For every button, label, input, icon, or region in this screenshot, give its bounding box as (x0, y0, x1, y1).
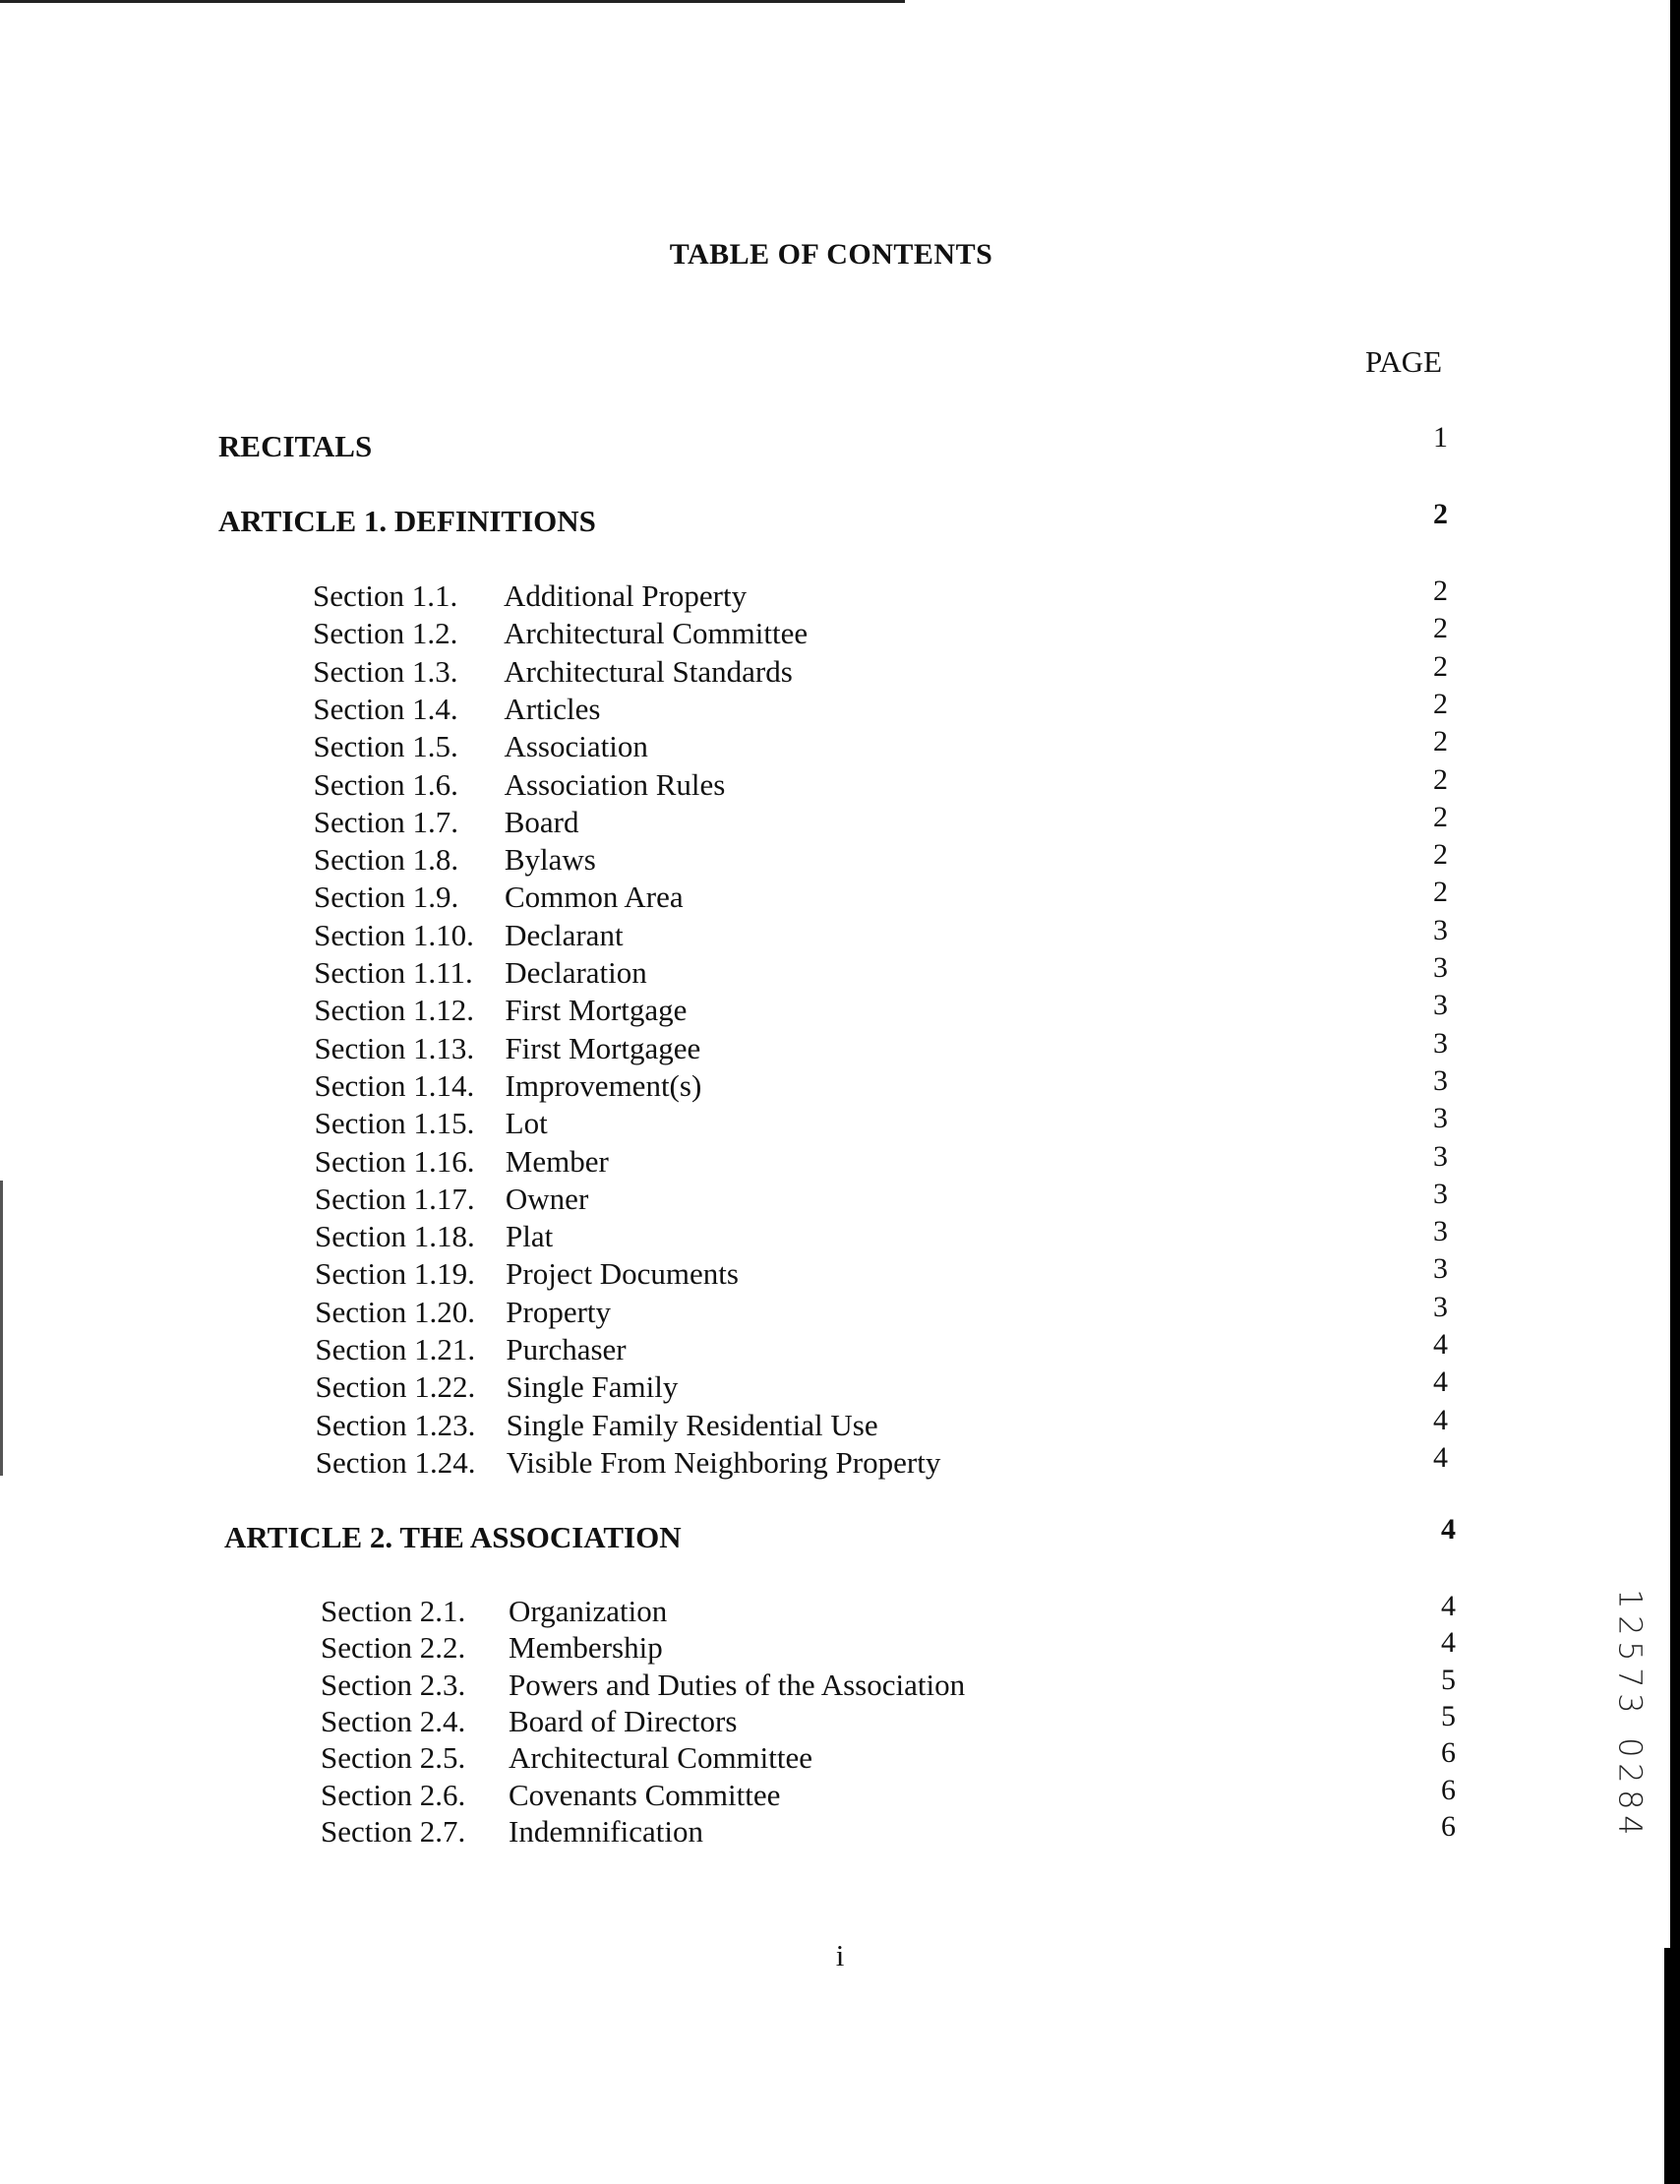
section-title: Covenants Committee (509, 1777, 781, 1812)
article-1-section-row (315, 1365, 1448, 1407)
section-number: Section 1.14. (314, 1067, 475, 1103)
article-1-section-row (314, 951, 1448, 993)
article-1-section-row (313, 612, 1448, 653)
section-page-number: 6 (1441, 1773, 1456, 1806)
scan-left-edge (0, 1181, 3, 1476)
section-title: Member (505, 1143, 609, 1179)
section-page-number: 2 (1432, 649, 1448, 683)
section-title: Single Family Residential Use (506, 1407, 878, 1442)
page-column-header: PAGE (1365, 344, 1443, 379)
section-title: Board (504, 804, 579, 839)
section-page-number: 3 (1432, 1252, 1448, 1286)
section-number: Section 1.7. (313, 804, 458, 839)
article-1-section-row (314, 1102, 1448, 1143)
article-2-section-row (321, 1773, 1456, 1815)
section-title: Association Rules (504, 766, 726, 802)
article-1-section-row (313, 762, 1448, 805)
article-1-section-row (314, 989, 1448, 1030)
section-title: Architectural Standards (504, 653, 793, 689)
section-title: Property (506, 1294, 612, 1329)
section-number: Section 2.6. (321, 1777, 466, 1812)
article-2-page-number: 4 (1441, 1513, 1456, 1546)
section-page-number: 2 (1432, 725, 1448, 758)
section-title: Improvement(s) (505, 1067, 702, 1103)
section-title: Indemnification (509, 1813, 703, 1849)
article-1-page-number: 2 (1433, 498, 1448, 530)
side-stamp (1610, 1586, 1650, 1839)
section-page-number: 2 (1432, 876, 1448, 909)
section-number: Section 1.1. (313, 578, 458, 613)
section-page-number: 3 (1432, 1102, 1448, 1135)
article-1-section-row (315, 1403, 1448, 1445)
scan-top-edge-line (0, 0, 905, 3)
article-1-section-row (314, 1139, 1448, 1182)
section-number: Section 2.1. (321, 1594, 466, 1628)
section-number: Section 1.8. (313, 842, 459, 878)
recitals-heading: RECITALS (218, 429, 373, 463)
section-page-number: 4 (1432, 1403, 1448, 1436)
section-number: Section 1.4. (313, 691, 458, 726)
article-1-section-row (313, 649, 1448, 692)
section-number: Section 1.13. (314, 1030, 475, 1065)
article-1-section-row (315, 1328, 1448, 1369)
side-stamp-line-1: 1 2 5 7 3 (1611, 1589, 1650, 1714)
section-page-number: 3 (1432, 1026, 1448, 1060)
section-title: Single Family (506, 1369, 679, 1405)
article-1-section-row (315, 1252, 1448, 1294)
footer-page-number: i (835, 1938, 845, 1972)
side-stamp-line-2: 0 2 8 4 (1611, 1736, 1650, 1836)
article-1-section-row (314, 913, 1448, 955)
section-number: Section 1.12. (314, 993, 475, 1028)
recitals-page-number: 1 (1433, 421, 1448, 454)
section-title: Lot (505, 1106, 548, 1141)
article-1-section-row (315, 1290, 1448, 1332)
section-page-number: 2 (1432, 612, 1448, 645)
scan-right-edge-bottom (1664, 1948, 1680, 2184)
section-number: Section 2.2. (321, 1630, 466, 1666)
article-1-section-row (313, 800, 1448, 842)
section-number: Section 1.17. (314, 1181, 475, 1216)
section-number: Section 2.4. (321, 1703, 466, 1738)
article-1-section-row (314, 1026, 1448, 1068)
section-title: Additional Property (504, 578, 748, 613)
section-page-number: 5 (1441, 1663, 1456, 1696)
article-1-section-row (313, 687, 1448, 729)
section-page-number: 3 (1432, 951, 1448, 984)
section-page-number: 3 (1432, 1290, 1448, 1323)
section-page-number: 3 (1432, 1063, 1448, 1097)
section-title: Declaration (505, 955, 647, 990)
section-title: Articles (504, 691, 601, 726)
section-page-number: 4 (1432, 1365, 1448, 1399)
section-number: Section 1.6. (313, 766, 458, 802)
article-1-section-row (313, 575, 1448, 616)
section-number: Section 1.16. (314, 1143, 475, 1179)
section-title: Declarant (505, 917, 624, 952)
section-page-number: 2 (1432, 800, 1448, 833)
article-2-section-row (321, 1809, 1456, 1851)
section-number: Section 1.2. (313, 616, 458, 651)
section-title: Architectural Committee (509, 1740, 813, 1776)
section-number: Section 2.7. (321, 1813, 466, 1849)
section-page-number: 2 (1432, 762, 1448, 796)
section-title: Plat (506, 1219, 554, 1254)
article-2-section-row (321, 1626, 1456, 1668)
article-1-section-row (314, 1063, 1448, 1106)
article-2-section-row (321, 1590, 1456, 1631)
section-page-number: 6 (1441, 1809, 1456, 1843)
section-title: Purchaser (506, 1332, 627, 1366)
section-title: Bylaws (504, 842, 596, 878)
section-page-number: 2 (1432, 838, 1448, 872)
section-number: Section 1.22. (315, 1369, 476, 1405)
section-page-number: 3 (1432, 1215, 1448, 1248)
article-1-section-row (315, 1440, 1448, 1483)
section-number: Section 1.24. (315, 1444, 476, 1480)
section-number: Section 2.5. (321, 1740, 466, 1776)
section-title: Association (504, 729, 648, 764)
section-title: Powers and Duties of the Association (509, 1667, 966, 1702)
section-page-number: 2 (1432, 687, 1448, 720)
section-number: Section 1.15. (314, 1106, 475, 1141)
section-title: Membership (509, 1630, 663, 1666)
section-title: Organization (509, 1594, 668, 1628)
section-page-number: 6 (1441, 1736, 1456, 1770)
document-title: TABLE OF CONTENTS (669, 238, 993, 271)
section-page-number: 5 (1441, 1699, 1456, 1732)
section-page-number: 4 (1432, 1440, 1448, 1474)
section-title: First Mortgagee (505, 1030, 701, 1065)
section-number: Section 1.9. (313, 880, 459, 915)
article-2-heading: ARTICLE 2. THE ASSOCIATION (224, 1520, 682, 1554)
section-page-number: 2 (1433, 575, 1448, 607)
section-page-number: 4 (1441, 1590, 1456, 1622)
article-1-section-row (315, 1215, 1448, 1256)
section-title: Project Documents (506, 1256, 739, 1292)
section-number: Section 1.10. (314, 917, 474, 952)
section-page-number: 3 (1432, 913, 1448, 946)
section-number: Section 2.3. (321, 1667, 466, 1702)
section-page-number: 4 (1432, 1328, 1448, 1361)
article-2-section-row (321, 1736, 1456, 1778)
article-1-section-row (314, 1177, 1448, 1219)
section-number: Section 1.20. (315, 1294, 476, 1329)
section-page-number: 3 (1432, 1177, 1448, 1210)
section-number: Section 1.23. (315, 1407, 476, 1442)
section-page-number: 3 (1432, 1139, 1448, 1173)
section-page-number: 3 (1432, 989, 1448, 1022)
section-number: Section 1.18. (315, 1219, 475, 1254)
article-1-section-row (313, 725, 1448, 766)
section-number: Section 1.5. (313, 729, 458, 764)
section-number: Section 1.3. (313, 653, 458, 689)
article-2-section-row (321, 1699, 1456, 1741)
section-number: Section 1.21. (315, 1332, 476, 1366)
section-title: Owner (505, 1181, 589, 1216)
section-title: Visible From Neighboring Property (506, 1444, 941, 1480)
section-title: First Mortgage (505, 993, 688, 1028)
section-title: Common Area (504, 880, 684, 915)
article-2-section-row (321, 1663, 1456, 1705)
section-number: Section 1.11. (314, 955, 473, 990)
section-title: Board of Directors (509, 1703, 738, 1738)
scan-right-edge (1670, 0, 1680, 2184)
section-page-number: 4 (1441, 1626, 1456, 1660)
section-title: Architectural Committee (504, 616, 809, 651)
article-1-section-row (313, 876, 1448, 917)
article-1-heading: ARTICLE 1. DEFINITIONS (218, 504, 596, 538)
article-1-section-row (313, 838, 1448, 880)
section-number: Section 1.19. (315, 1256, 475, 1292)
